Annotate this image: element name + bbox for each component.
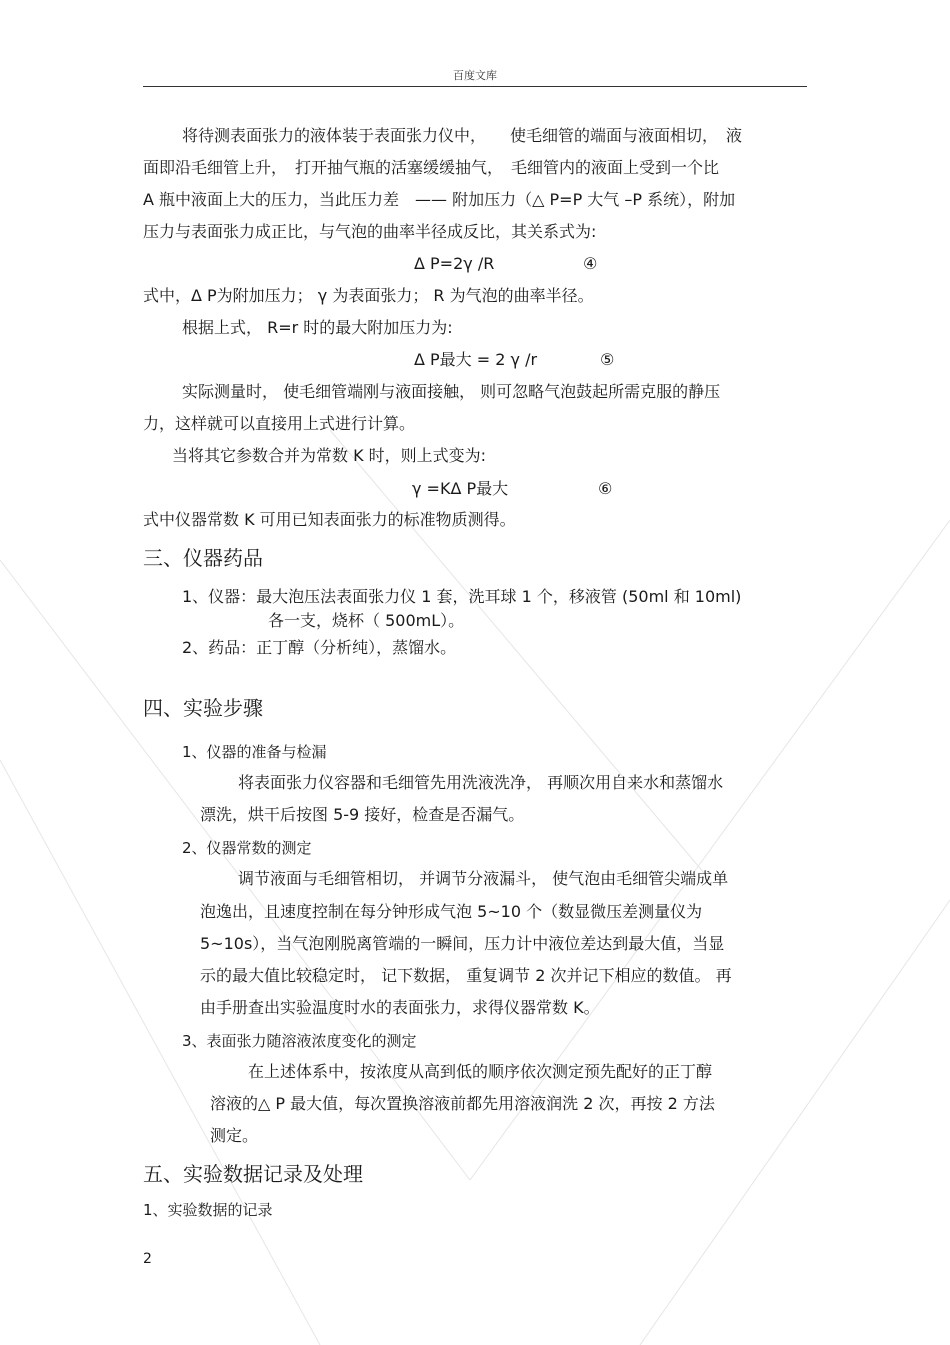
section-heading-data: 五、实验数据记录及处理 <box>143 1162 363 1186</box>
body-line: 测定。 <box>210 1126 259 1145</box>
body-line: 当将其它参数合并为常数 K 时，则上式变为: <box>172 446 487 465</box>
body-line: 式中仪器常数 K 可用已知表面张力的标准物质测得。 <box>143 510 516 529</box>
body-line: 根据上式， R=r 时的最大附加压力为: <box>182 318 453 337</box>
subsection-title: 2、仪器常数的测定 <box>182 839 312 857</box>
body-line: 5~10s），当气泡刚脱离管端的一瞬间，压力计中液位差达到最大值，当显 <box>200 934 725 953</box>
subsection-title: 1、仪器的准备与检漏 <box>182 743 327 761</box>
body-line: 示的最大值比较稳定时， 记下数据， 重复调节 2 次并记下相应的数值。 再 <box>200 966 732 985</box>
list-item: 1、仪器：最大泡压法表面张力仪 1 套，洗耳球 1 个，移液管 (50ml 和 10ml) <box>182 587 742 606</box>
body-line: 压力与表面张力成正比，与气泡的曲率半径成反比，其关系式为: <box>143 222 597 241</box>
section-heading-procedure: 四、实验步骤 <box>143 696 263 720</box>
body-line: 溶液的△ P 最大值，每次置换溶液前都先用溶液润洗 2 次，再按 2 方法 <box>210 1094 715 1113</box>
body-line: 在上述体系中，按浓度从高到低的顺序依次测定预先配好的正丁醇 <box>248 1062 713 1081</box>
equation-6: γ =KΔ P最大 <box>412 479 509 498</box>
list-item: 2、药品：正丁醇（分析纯），蒸馏水。 <box>182 638 457 657</box>
body-line: 式中，Δ P为附加压力； γ 为表面张力； R 为气泡的曲率半径。 <box>143 286 594 305</box>
page-header-title: 百度文库 <box>453 69 497 82</box>
body-line: 泡逸出，且速度控制在每分钟形成气泡 5~10 个（数显微压差测量仪为 <box>200 902 703 921</box>
body-line: 将表面张力仪容器和毛细管先用洗液洗净， 再顺次用自来水和蒸馏水 <box>238 773 724 792</box>
subsection-title: 1、实验数据的记录 <box>143 1201 273 1219</box>
section-heading-equipment: 三、仪器药品 <box>143 546 263 570</box>
list-item-continuation: 各一支，烧杯（ 500mL）。 <box>268 611 465 630</box>
equation-6-number: ⑥ <box>598 479 613 498</box>
body-line: 将待测表面张力的液体装于表面张力仪中， 使毛细管的端面与液面相切， 液 <box>182 126 743 145</box>
equation-4: Δ P=2γ /R <box>414 254 495 273</box>
body-line: 面即沿毛细管上升， 打开抽气瓶的活塞缓缓抽气， 毛细管内的液面上受到一个比 <box>143 158 720 177</box>
subsection-title: 3、表面张力随溶液浓度变化的测定 <box>182 1032 417 1050</box>
page-number: 2 <box>143 1251 152 1267</box>
body-line: 调节液面与毛细管相切， 并调节分液漏斗， 使气泡由毛细管尖端成单 <box>238 869 729 888</box>
body-line: 漂洗，烘干后按图 5-9 接好，检查是否漏气。 <box>200 805 525 824</box>
header-divider <box>143 86 807 87</box>
body-line: 由手册查出实验温度时水的表面张力，求得仪器常数 K。 <box>200 998 600 1017</box>
equation-4-number: ④ <box>583 254 598 273</box>
equation-5: Δ P最大 = 2 γ /r <box>414 350 538 369</box>
body-line: A 瓶中液面上大的压力，当此压力差 —— 附加压力（△ P=P 大气 –P 系统），附加 <box>143 190 736 209</box>
body-line: 力，这样就可以直接用上式进行计算。 <box>143 414 416 433</box>
equation-5-number: ⑤ <box>600 350 615 369</box>
body-line: 实际测量时， 使毛细管端刚与液面接触， 则可忽略气泡鼓起所需克服的静压 <box>182 382 721 401</box>
